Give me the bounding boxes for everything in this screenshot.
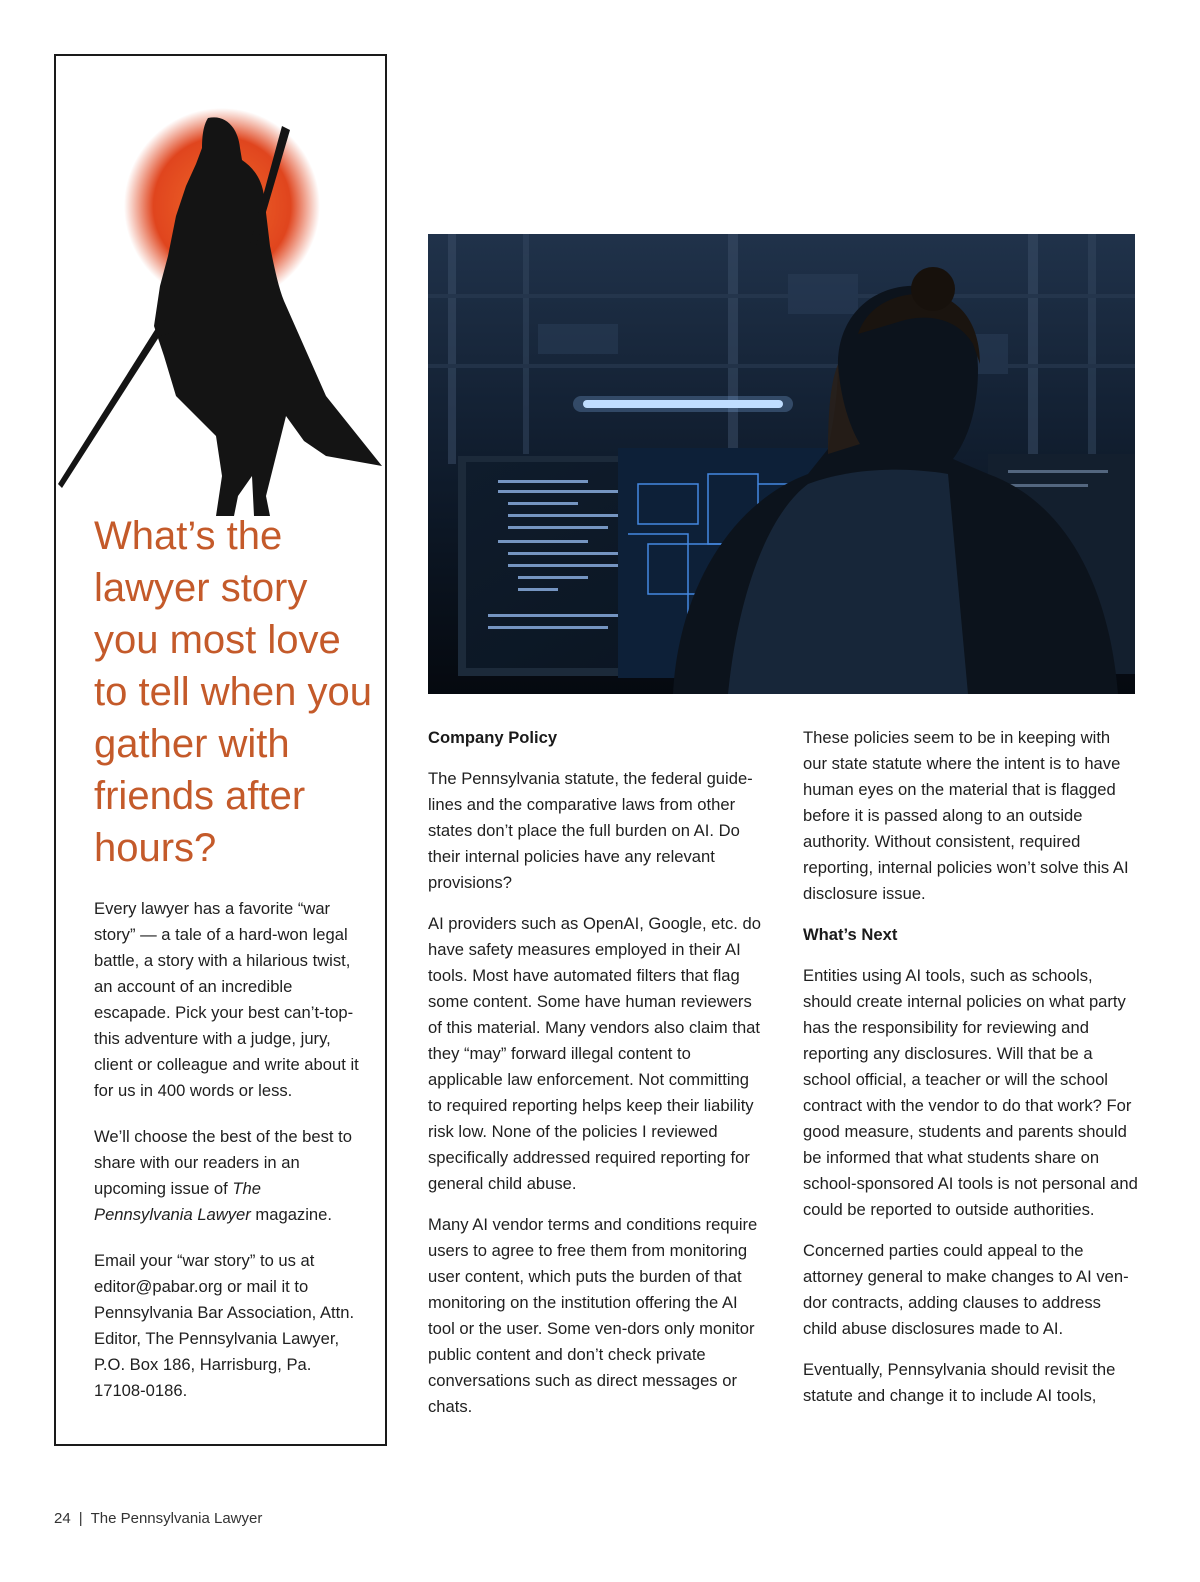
page-footer <box>54 1510 262 1527</box>
article-paragraph: AI providers such as OpenAI, Google, etc. do have safety measures employed in their AI tools. Most have automated filters that flag some content. Some have human reviewers of this material. Many vendors also claim that they “may” forward illegal content to applicable law enforcement. Not committing to required reporting helps keep their liability risk low. None of the policies I reviewed specifically addressed required reporting for general child abuse. <box>428 914 761 1193</box>
section-heading-whats-next: What’s Next <box>803 925 898 944</box>
article-paragraph: Concerned parties could appeal to the attorney general to make changes to AI ven-dor contracts, adding clauses to address child abuse disclosures made to AI. <box>803 1241 1129 1338</box>
page-number: 24 <box>54 1510 71 1527</box>
sidebar-text: We’ll choose the best of the best to share with our readers in an upcoming issue of <box>94 1127 352 1198</box>
footer-separator: | <box>78 1510 83 1527</box>
sidebar-paragraph <box>94 1124 364 1228</box>
sidebar-body <box>94 896 364 1424</box>
sidebar-text: magazine. <box>250 1205 332 1224</box>
article-paragraph: The Pennsylvania statute, the federal guide-lines and the comparative laws from other states don’t place the full burden on AI. Do their internal policies have any relevant provisions? <box>428 769 753 892</box>
warrior-silhouette-illustration <box>56 96 385 536</box>
sidebar-headline: What’s the lawyer story you most love to tell when you gather with friends after hours? <box>94 514 372 870</box>
sidebar-paragraph: Every lawyer has a favorite “war story” — a tale of a hard-won legal battle, a story with a hilarious twist, an account of an incredible escapade. Pick your best can’t-top-this adventure with a judge, jury, client or colleague and write about it for us in 400 words or less. <box>94 899 359 1100</box>
publication-name: The Pennsylvania Lawyer <box>90 1510 263 1527</box>
article-paragraph: These policies seem to be in keeping with our state statute where the intent is to have human eyes on the material that is flagged before it is passed along to an outside authority. Without consistent, required reporting, internal policies won’t solve this AI disclosure issue. <box>803 728 1129 903</box>
article-column-left <box>428 725 763 1435</box>
section-heading-company-policy: Company Policy <box>428 728 558 747</box>
sidebar-paragraph-contact: Email your “war story” to us at editor@pabar.org or mail it to Pennsylvania Bar Association, Attn. Editor, The Pennsylvania Lawyer, P.O. Box 186, Harrisburg, Pa. 17108-0186. <box>94 1251 355 1400</box>
magazine-title: The Pennsylvania Lawyer <box>94 1179 261 1224</box>
article-paragraph: Entities using AI tools, such as schools, should create internal policies on what party has the responsibility for reviewing and reporting any disclosures. Will that be a school official, a teacher or will the school contract with the vendor to do that work? For good measure, students and parents should be informed that what students share on school-sponsored AI tools is not personal and could be reported to outside authorities. <box>803 966 1138 1219</box>
article-paragraph: Eventually, Pennsylvania should revisit the statute and change it to include AI tools, <box>803 1360 1116 1405</box>
article-photo <box>428 234 1135 694</box>
article-column-right <box>803 725 1138 1424</box>
developer-at-monitors-photo <box>428 234 1135 694</box>
warrior-figure <box>58 117 382 516</box>
war-story-sidebar <box>54 54 387 1446</box>
article-paragraph: Many AI vendor terms and conditions require users to agree to free them from monitoring user content, which puts the burden of that monitoring on the institution offering the AI tool or the user. Some ven-dors only monitor public content and don’t check private conversations such as direct messages or chats. <box>428 1215 758 1416</box>
